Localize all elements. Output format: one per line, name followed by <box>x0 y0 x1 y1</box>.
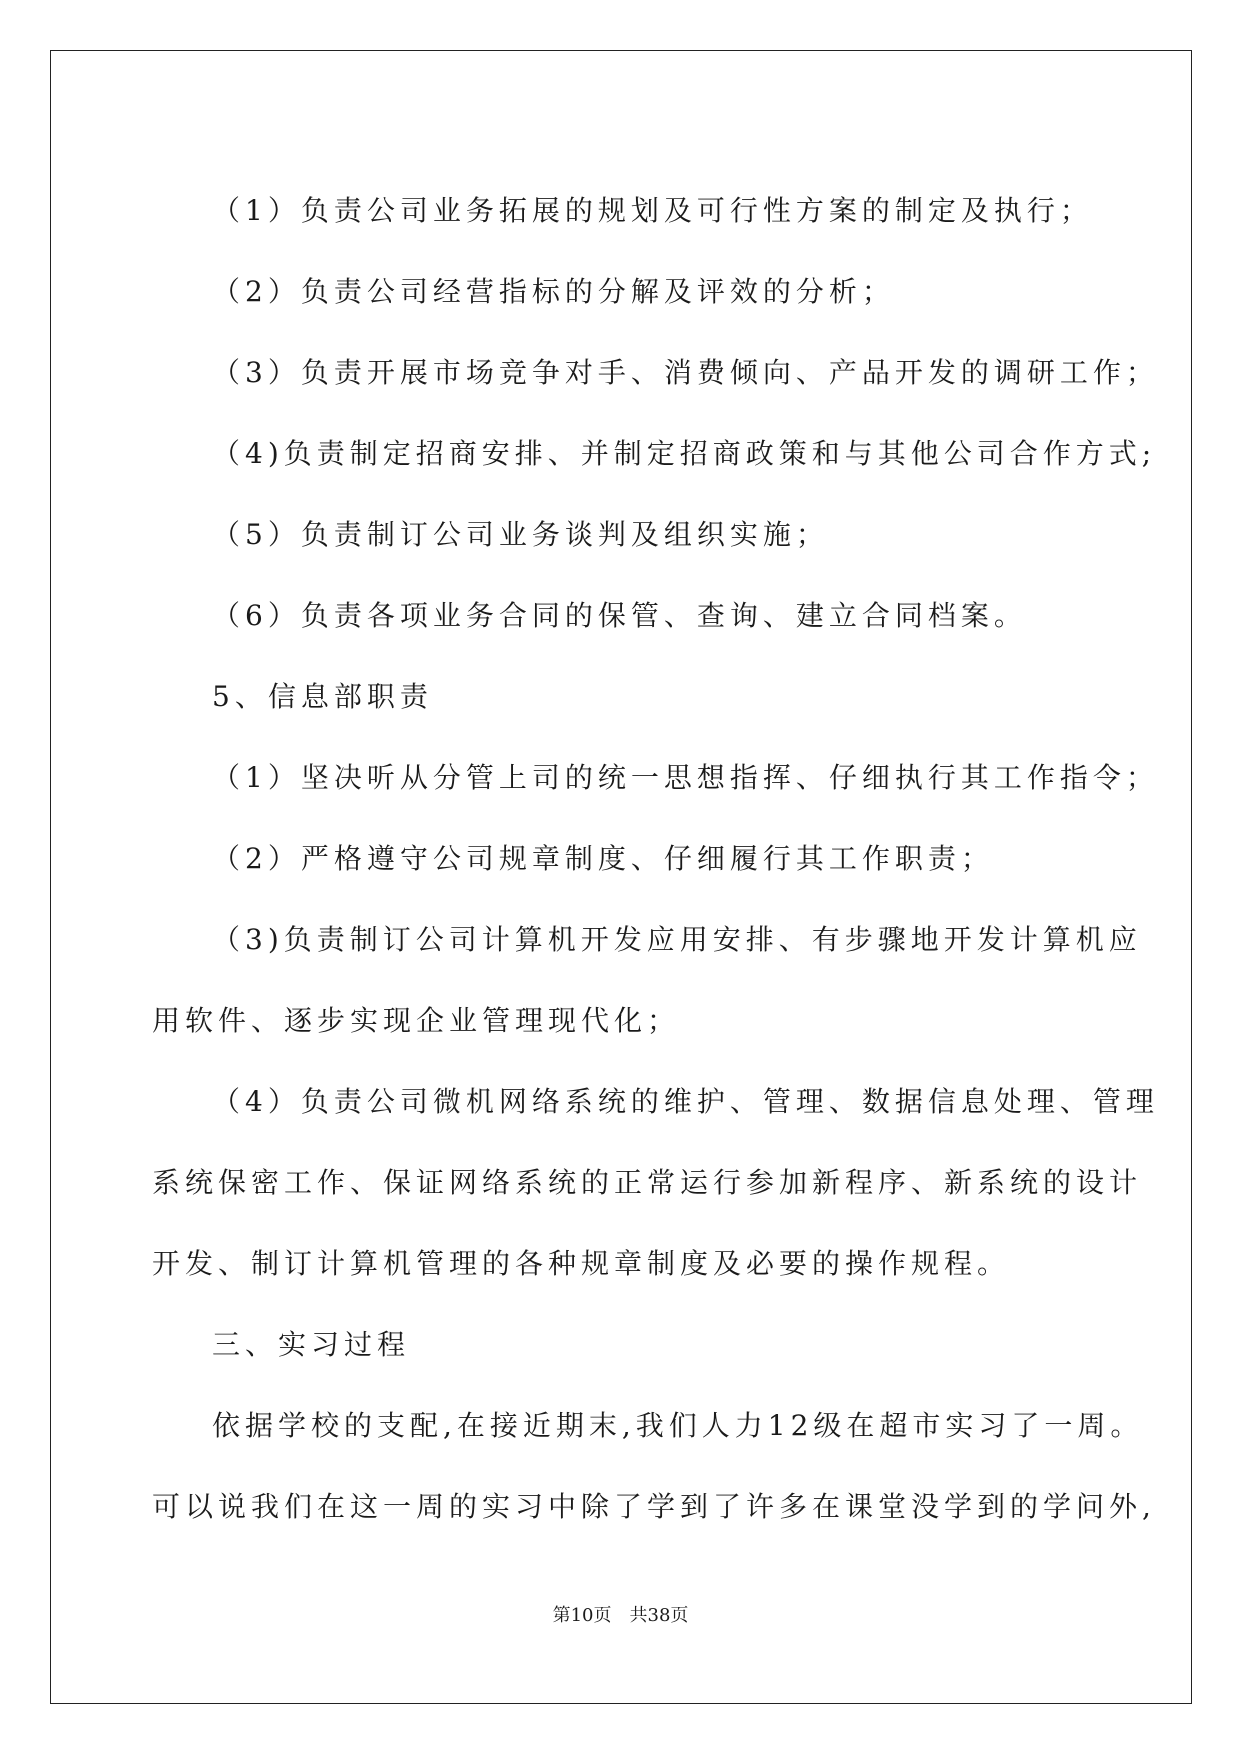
paragraph-line: 可以说我们在这一周的实习中除了学到了许多在课堂没学到的学问外, <box>152 1490 1156 1523</box>
paragraph-line: （6）负责各项业务合同的保管、查询、建立合同档案。 <box>212 599 1027 632</box>
paragraph-line: （2）严格遵守公司规章制度、仔细履行其工作职责； <box>212 842 994 875</box>
section-heading: 三、实习过程 <box>212 1328 411 1361</box>
paragraph-line: （5）负责制订公司业务谈判及组织实施； <box>212 518 829 551</box>
paragraph-line: （3)负责制订公司计算机开发应用安排、有步骤地开发计算机应 <box>212 923 1142 956</box>
paragraph-line: 开发、制订计算机管理的各种规章制度及必要的操作规程。 <box>152 1247 1011 1280</box>
section-heading: 5、信息部职责 <box>212 680 433 713</box>
document-body <box>152 170 1159 1547</box>
paragraph-line: （1）坚决听从分管上司的统一思想指挥、仔细执行其工作指令； <box>212 761 1159 794</box>
paragraph-line: （3）负责开展市场竞争对手、消费倾向、产品开发的调研工作； <box>212 356 1159 389</box>
paragraph-line: 系统保密工作、保证网络系统的正常运行参加新程序、新系统的设计 <box>152 1166 1143 1199</box>
paragraph-line: （4)负责制定招商安排、并制定招商政策和与其他公司合作方式; <box>212 437 1157 470</box>
page-number: 第10页 共38页 <box>552 1605 689 1626</box>
paragraph-line: （1）负责公司业务拓展的规划及可行性方案的制定及执行； <box>212 194 1093 227</box>
paragraph-line: 用软件、逐步实现企业管理现代化； <box>152 1004 681 1037</box>
paragraph-line: （2）负责公司经营指标的分解及评效的分析； <box>212 275 895 308</box>
paragraph-line: 依据学校的支配,在接近期末,我们人力12级在超市实习了一周。 <box>212 1409 1144 1442</box>
paragraph-line: （4）负责公司微机网络系统的维护、管理、数据信息处理、管理 <box>212 1085 1159 1118</box>
